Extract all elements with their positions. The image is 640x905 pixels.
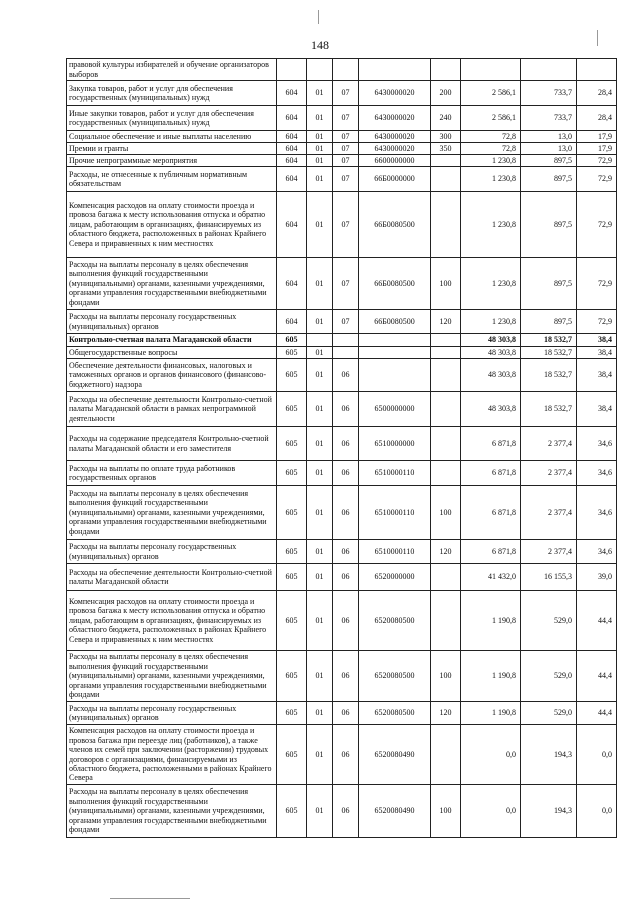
subsection-code-cell: 06 [333,591,359,651]
executed-amount-cell [521,59,577,81]
expense-type-cell: 100 [431,258,461,310]
expense-type-cell: 100 [431,785,461,838]
planned-amount-cell: 48 303,8 [461,359,521,392]
expense-type-cell [431,359,461,392]
subsection-code-cell [333,59,359,81]
expense-type-cell: 120 [431,540,461,564]
table-row [67,785,617,838]
subsection-code-cell: 07 [333,310,359,334]
target-article-cell: 6520080490 [359,785,431,838]
department-code-cell: 604 [277,155,307,167]
scan-mark [597,30,598,46]
expense-type-cell: 100 [431,486,461,540]
percent-cell: 38,4 [577,359,617,392]
row-name-cell: Обеспечение деятельности финансовых, налоговых и таможенных органов и органов финансового (финансово-бюджетного) надзора [67,359,277,392]
department-code-cell: 605 [277,651,307,702]
department-code-cell [277,59,307,81]
expense-type-cell: 120 [431,702,461,725]
planned-amount-cell: 48 303,8 [461,392,521,427]
department-code-cell: 605 [277,347,307,359]
row-name-cell: Расходы на выплаты персоналу государственных (муниципальных) органов [67,540,277,564]
section-code-cell: 01 [307,785,333,838]
planned-amount-cell: 48 303,8 [461,347,521,359]
section-code-cell [307,334,333,347]
table-row [67,725,617,785]
section-code-cell: 01 [307,427,333,461]
department-code-cell: 605 [277,564,307,591]
executed-amount-cell: 2 377,4 [521,427,577,461]
subsection-code-cell: 06 [333,702,359,725]
subsection-code-cell: 07 [333,131,359,143]
executed-amount-cell: 16 155,3 [521,564,577,591]
expense-type-cell [431,392,461,427]
expense-type-cell: 350 [431,143,461,155]
table-row [67,310,617,334]
executed-amount-cell: 529,0 [521,591,577,651]
planned-amount-cell: 72,8 [461,131,521,143]
table-row [67,143,617,155]
table-row [67,106,617,131]
department-code-cell: 605 [277,540,307,564]
percent-cell: 72,9 [577,155,617,167]
subsection-code-cell: 06 [333,359,359,392]
percent-cell: 72,9 [577,258,617,310]
subsection-code-cell: 07 [333,258,359,310]
table-row [67,427,617,461]
department-code-cell: 605 [277,785,307,838]
subsection-code-cell [333,334,359,347]
row-name-cell: Расходы на содержание председателя Контрольно-счетной палаты Магаданской области и его заместителя [67,427,277,461]
percent-cell: 0,0 [577,785,617,838]
percent-cell: 72,9 [577,167,617,192]
percent-cell: 28,4 [577,81,617,106]
planned-amount-cell: 2 586,1 [461,106,521,131]
planned-amount-cell: 6 871,8 [461,461,521,486]
department-code-cell: 605 [277,486,307,540]
department-code-cell: 605 [277,591,307,651]
planned-amount-cell: 1 230,8 [461,192,521,258]
target-article-cell: 66Б0080500 [359,192,431,258]
target-article-cell: 66Б0000000 [359,167,431,192]
row-name-cell: Компенсация расходов на оплату стоимости проезда и провоза багажа к месту использования отпуска и обратно лицам, работающим в организациях, финансируемых из областного бюджета, расположенных в районах Крайнего Севера и приравненных к ним местностях [67,591,277,651]
budget-table [66,58,617,838]
subsection-code-cell: 07 [333,167,359,192]
scan-mark [110,898,190,899]
department-code-cell: 604 [277,81,307,106]
table-row [67,59,617,81]
planned-amount-cell: 6 871,8 [461,427,521,461]
percent-cell: 34,6 [577,427,617,461]
percent-cell: 72,9 [577,310,617,334]
section-code-cell: 01 [307,540,333,564]
row-name-cell: Контрольно-счетная палата Магаданской области [67,334,277,347]
table-body [67,59,617,838]
planned-amount-cell: 1 230,8 [461,258,521,310]
expense-type-cell: 200 [431,81,461,106]
expense-type-cell [431,334,461,347]
table-row [67,167,617,192]
department-code-cell: 604 [277,143,307,155]
executed-amount-cell: 2 377,4 [521,461,577,486]
percent-cell: 17,9 [577,131,617,143]
percent-cell: 38,4 [577,334,617,347]
department-code-cell: 604 [277,192,307,258]
row-name-cell: Расходы на обеспечение деятельности Контрольно-счетной палаты Магаданской области [67,564,277,591]
section-code-cell: 01 [307,310,333,334]
table-row [67,564,617,591]
department-code-cell: 605 [277,461,307,486]
executed-amount-cell: 2 377,4 [521,486,577,540]
department-code-cell: 604 [277,258,307,310]
percent-cell: 17,9 [577,143,617,155]
expense-type-cell: 300 [431,131,461,143]
table-row [67,591,617,651]
row-name-cell: Закупка товаров, работ и услуг для обеспечения государственных (муниципальных) нужд [67,81,277,106]
percent-cell: 34,6 [577,540,617,564]
subsection-code-cell: 06 [333,564,359,591]
target-article-cell: 6520080500 [359,651,431,702]
section-code-cell: 01 [307,347,333,359]
expense-type-cell [431,155,461,167]
table-row [67,192,617,258]
planned-amount-cell: 1 230,8 [461,155,521,167]
table-row [67,540,617,564]
row-name-cell: Расходы на выплаты персоналу в целях обеспечения выполнения функций государственными (муниципальными) органами, казенными учреждениями, органами управления государственными внебюджетными фондами [67,785,277,838]
percent-cell: 72,9 [577,192,617,258]
section-code-cell: 01 [307,143,333,155]
subsection-code-cell: 07 [333,81,359,106]
planned-amount-cell: 1 190,8 [461,702,521,725]
section-code-cell: 01 [307,258,333,310]
table-row [67,392,617,427]
section-code-cell: 01 [307,486,333,540]
percent-cell: 38,4 [577,347,617,359]
section-code-cell: 01 [307,167,333,192]
row-name-cell: Компенсация расходов на оплату стоимости проезда и провоза багажа к месту использования отпуска и обратно лицам, работающим в организациях, финансируемых из областного бюджета, расположенных в районах Крайнего Севера и приравненных к ним местностях [67,192,277,258]
target-article-cell: 6520080500 [359,591,431,651]
row-name-cell: Компенсация расходов на оплату стоимости проезда и провоза багажа при переезде лиц (работников), а также членов их семей при заключении (расторжении) трудовых договоров с организациями, финансируемыми из областного бюджета, расположенными в районах Крайнего Севера [67,725,277,785]
expense-type-cell: 240 [431,106,461,131]
executed-amount-cell: 194,3 [521,785,577,838]
section-code-cell: 01 [307,359,333,392]
target-article-cell: 6520000000 [359,564,431,591]
section-code-cell: 01 [307,702,333,725]
planned-amount-cell: 1 230,8 [461,310,521,334]
executed-amount-cell: 13,0 [521,143,577,155]
planned-amount-cell [461,59,521,81]
table-row [67,334,617,347]
planned-amount-cell: 6 871,8 [461,540,521,564]
row-name-cell: Расходы на выплаты персоналу в целях обеспечения выполнения функций государственными (муниципальными) органами, казенными учреждениями, органами управления государственными внебюджетными фондами [67,486,277,540]
planned-amount-cell: 0,0 [461,785,521,838]
target-article-cell [359,59,431,81]
department-code-cell: 604 [277,167,307,192]
section-code-cell: 01 [307,564,333,591]
row-name-cell: Премии и гранты [67,143,277,155]
expense-type-cell [431,461,461,486]
department-code-cell: 605 [277,334,307,347]
subsection-code-cell: 06 [333,540,359,564]
percent-cell [577,59,617,81]
subsection-code-cell: 06 [333,785,359,838]
table-row [67,155,617,167]
target-article-cell: 6430000020 [359,131,431,143]
subsection-code-cell: 06 [333,392,359,427]
section-code-cell: 01 [307,461,333,486]
expense-type-cell [431,192,461,258]
expense-type-cell [431,167,461,192]
subsection-code-cell: 06 [333,651,359,702]
scan-mark [318,10,319,24]
row-name-cell: Расходы на выплаты персоналу в целях обеспечения выполнения функций государственными (муниципальными) органами, казенными учреждениями, органами управления государственными внебюджетными фондами [67,651,277,702]
subsection-code-cell: 07 [333,106,359,131]
target-article-cell [359,334,431,347]
executed-amount-cell: 897,5 [521,258,577,310]
target-article-cell: 6500000000 [359,392,431,427]
section-code-cell: 01 [307,155,333,167]
department-code-cell: 605 [277,702,307,725]
row-name-cell: Расходы на обеспечение деятельности Контрольно-счетной палаты Магаданской области в рамках непрограммной деятельности [67,392,277,427]
department-code-cell: 605 [277,427,307,461]
percent-cell: 34,6 [577,486,617,540]
target-article-cell: 6510000110 [359,461,431,486]
subsection-code-cell: 06 [333,427,359,461]
section-code-cell [307,59,333,81]
target-article-cell: 6510000110 [359,486,431,540]
target-article-cell: 6600000000 [359,155,431,167]
target-article-cell: 6510000000 [359,427,431,461]
target-article-cell: 6430000020 [359,81,431,106]
executed-amount-cell: 897,5 [521,167,577,192]
executed-amount-cell: 18 532,7 [521,392,577,427]
expense-type-cell [431,564,461,591]
percent-cell: 44,4 [577,651,617,702]
expense-type-cell [431,591,461,651]
executed-amount-cell: 897,5 [521,155,577,167]
row-name-cell: Расходы на выплаты персоналу в целях обеспечения выполнения функций государственными (муниципальными) органами, казенными учреждениями, органами управления государственными внебюджетными фондами [67,258,277,310]
table-row [67,347,617,359]
executed-amount-cell: 13,0 [521,131,577,143]
expense-type-cell [431,59,461,81]
section-code-cell: 01 [307,651,333,702]
target-article-cell: 66Б0080500 [359,258,431,310]
section-code-cell: 01 [307,192,333,258]
expense-type-cell [431,427,461,461]
subsection-code-cell: 06 [333,486,359,540]
target-article-cell: 6520080490 [359,725,431,785]
percent-cell: 34,6 [577,461,617,486]
section-code-cell: 01 [307,81,333,106]
target-article-cell: 6430000020 [359,106,431,131]
subsection-code-cell: 07 [333,155,359,167]
executed-amount-cell: 18 532,7 [521,334,577,347]
row-name-cell: Расходы на выплаты по оплате труда работников государственных органов [67,461,277,486]
target-article-cell: 6510000110 [359,540,431,564]
row-name-cell: Расходы на выплаты персоналу государственных (муниципальных) органов [67,702,277,725]
department-code-cell: 604 [277,131,307,143]
expense-type-cell [431,347,461,359]
target-article-cell [359,347,431,359]
subsection-code-cell: 07 [333,143,359,155]
target-article-cell [359,359,431,392]
planned-amount-cell: 6 871,8 [461,486,521,540]
row-name-cell: Иные закупки товаров, работ и услуг для обеспечения государственных (муниципальных) нужд [67,106,277,131]
executed-amount-cell: 529,0 [521,651,577,702]
expense-type-cell: 100 [431,651,461,702]
planned-amount-cell: 1 190,8 [461,591,521,651]
executed-amount-cell: 733,7 [521,81,577,106]
executed-amount-cell: 194,3 [521,725,577,785]
subsection-code-cell: 07 [333,192,359,258]
section-code-cell: 01 [307,725,333,785]
executed-amount-cell: 897,5 [521,192,577,258]
table-row [67,81,617,106]
planned-amount-cell: 41 432,0 [461,564,521,591]
section-code-cell: 01 [307,591,333,651]
executed-amount-cell: 897,5 [521,310,577,334]
table-row [67,131,617,143]
page-number: 148 [311,38,329,52]
department-code-cell: 605 [277,359,307,392]
table-row [67,651,617,702]
executed-amount-cell: 18 532,7 [521,347,577,359]
percent-cell: 28,4 [577,106,617,131]
section-code-cell: 01 [307,131,333,143]
subsection-code-cell: 06 [333,461,359,486]
department-code-cell: 605 [277,392,307,427]
section-code-cell: 01 [307,106,333,131]
table-row [67,486,617,540]
planned-amount-cell: 48 303,8 [461,334,521,347]
target-article-cell: 66Б0080500 [359,310,431,334]
section-code-cell: 01 [307,392,333,427]
percent-cell: 39,0 [577,564,617,591]
department-code-cell: 604 [277,310,307,334]
expense-type-cell [431,725,461,785]
table-row [67,702,617,725]
row-name-cell: правовой культуры избирателей и обучение организаторов выборов [67,59,277,81]
executed-amount-cell: 2 377,4 [521,540,577,564]
expense-type-cell: 120 [431,310,461,334]
planned-amount-cell: 2 586,1 [461,81,521,106]
table-row [67,461,617,486]
subsection-code-cell [333,347,359,359]
executed-amount-cell: 529,0 [521,702,577,725]
table-row [67,359,617,392]
percent-cell: 0,0 [577,725,617,785]
planned-amount-cell: 72,8 [461,143,521,155]
row-name-cell: Прочие непрограммные мероприятия [67,155,277,167]
percent-cell: 38,4 [577,392,617,427]
percent-cell: 44,4 [577,591,617,651]
target-article-cell: 6430000020 [359,143,431,155]
department-code-cell: 605 [277,725,307,785]
row-name-cell: Социальное обеспечение и иные выплаты населению [67,131,277,143]
executed-amount-cell: 733,7 [521,106,577,131]
department-code-cell: 604 [277,106,307,131]
planned-amount-cell: 1 190,8 [461,651,521,702]
subsection-code-cell: 06 [333,725,359,785]
row-name-cell: Расходы, не отнесенные к публичным нормативным обязательствам [67,167,277,192]
planned-amount-cell: 0,0 [461,725,521,785]
table-row [67,258,617,310]
percent-cell: 44,4 [577,702,617,725]
row-name-cell: Общегосударственные вопросы [67,347,277,359]
target-article-cell: 6520080500 [359,702,431,725]
planned-amount-cell: 1 230,8 [461,167,521,192]
row-name-cell: Расходы на выплаты персоналу государственных (муниципальных) органов [67,310,277,334]
executed-amount-cell: 18 532,7 [521,359,577,392]
